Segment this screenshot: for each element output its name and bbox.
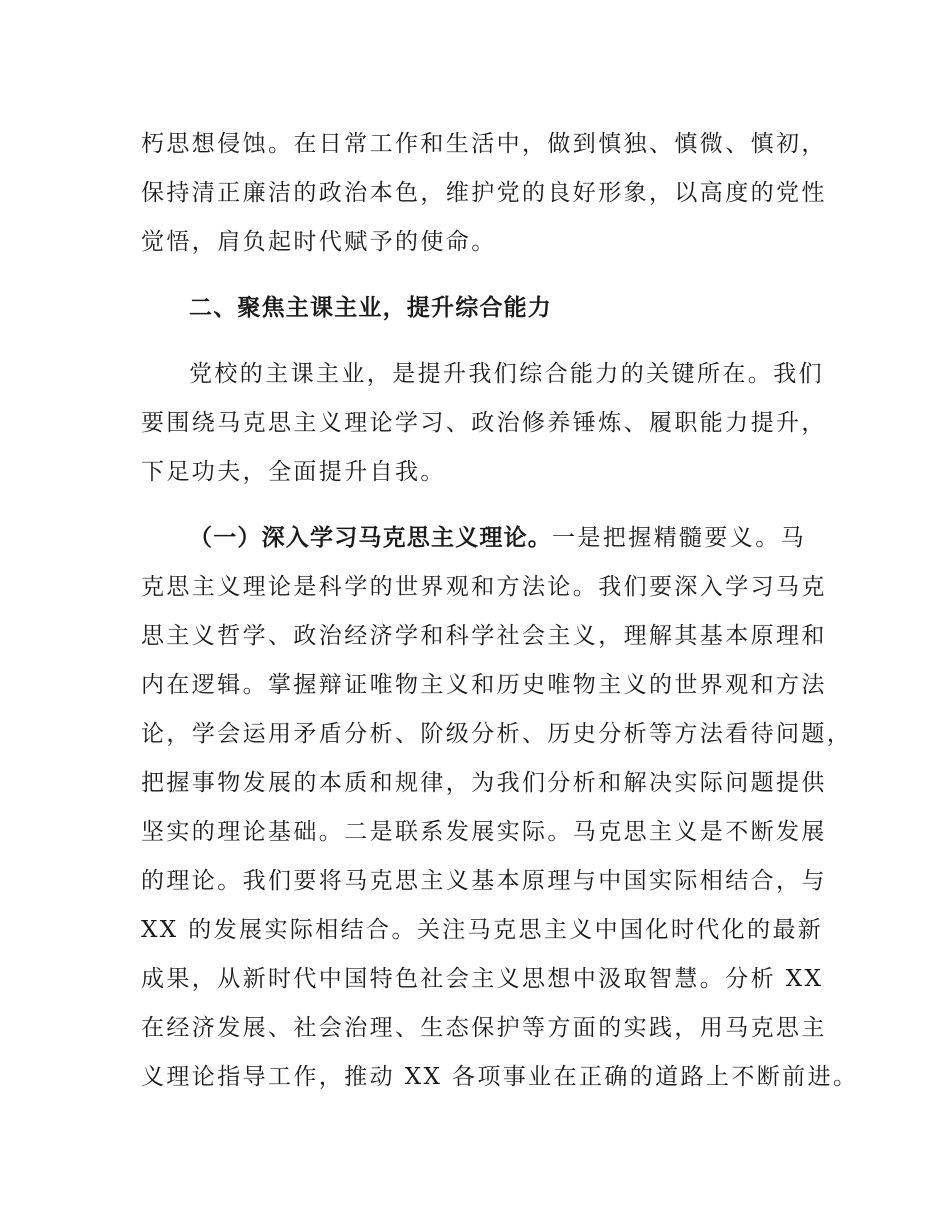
paragraph-gap	[141, 497, 831, 514]
paragraph-line: 论，学会运用矛盾分析、阶级分析、历史分析等方法看待问题，	[141, 721, 853, 747]
paragraph-line: 要围绕马克思主义理论学习、政治修养锤炼、履职能力提升，	[141, 410, 827, 436]
paragraph-line: 把握事物发展的本质和规律，为我们分析和解决实际问题提供	[141, 770, 827, 796]
paragraph-text: 一是把握精髓要义。马	[552, 525, 806, 551]
paragraph-line: 在经济发展、社会治理、生态保护等方面的实践，用马克思主	[141, 1015, 827, 1041]
paragraph-line: 坚实的理论基础。二是联系发展实际。马克思主义是不断发展	[141, 819, 827, 845]
paragraph-line: 成果，从新时代中国特色社会主义思想中汲取智慧。分析 XX	[141, 966, 824, 992]
subsection-heading: （一）深入学习马克思主义理论。	[189, 525, 552, 551]
paragraph-first-line	[141, 514, 831, 563]
paragraph-gap	[141, 333, 831, 350]
paragraph-gap	[141, 267, 831, 284]
paragraph-line: XX 的发展实际相结合。关注马克思主义中国化时代化的最新	[141, 917, 824, 943]
paragraph-line: 克思主义理论是科学的世界观和方法论。我们要深入学习马克	[141, 574, 827, 600]
paragraph-line: 保持清正廉洁的政治本色，维护党的良好形象，以高度的党性	[141, 180, 827, 206]
paragraph-line: 朽思想侵蚀。在日常工作和生活中，做到慎独、慎微、慎初，	[141, 131, 827, 157]
paragraph-line: 下足功夫，全面提升自我。	[141, 459, 446, 485]
paragraph-line: 的理论。我们要将马克思主义基本原理与中国实际相结合，与	[141, 868, 827, 894]
paragraph-line: 觉悟，肩负起时代赋予的使命。	[141, 229, 497, 255]
paragraph-line: 党校的主课主业，是提升我们综合能力的关键所在。我们	[189, 361, 824, 387]
paragraph-line: 思主义哲学、政治经济学和科学社会主义，理解其基本原理和	[141, 623, 827, 649]
document-body	[141, 120, 859, 1102]
paragraph-line: 义理论指导工作，推动 XX 各项事业在正确的道路上不断前进。	[141, 1064, 859, 1090]
section-heading: 二、聚焦主课主业，提升综合能力	[189, 295, 552, 321]
paragraph-line: 内在逻辑。掌握辩证唯物主义和历史唯物主义的世界观和方法	[141, 672, 827, 698]
